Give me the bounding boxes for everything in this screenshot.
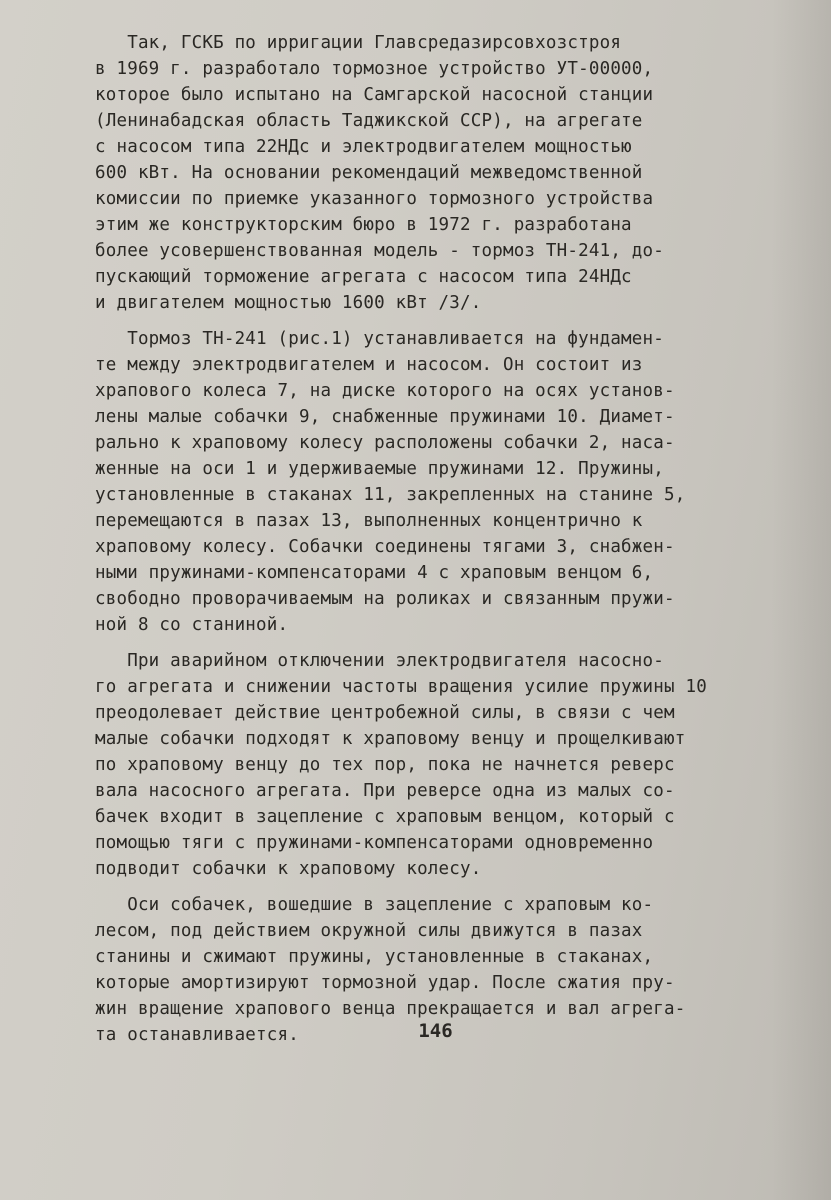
text-line: с насосом типа 22НДс и электродвигателем мощностью	[95, 137, 632, 157]
text-line: храпового колеса 7, на диске которого на осях установ-	[95, 381, 675, 401]
text-line: установленные в стаканах 11, закрепленных на станине 5,	[95, 485, 686, 505]
text-line: станины и сжимают пружины, установленные в стаканах,	[95, 947, 654, 967]
text-line: комиссии по приемке указанного тормозного устройства	[95, 189, 654, 209]
text-line: подводит собачки к храповому колесу.	[95, 859, 482, 879]
paragraph-gap	[95, 638, 805, 648]
text-line: те между электродвигателем и насосом. Он состоит из	[95, 355, 643, 375]
page-number: 146	[418, 1020, 453, 1042]
text-line: вала насосного агрегата. При реверсе одна из малых со-	[95, 781, 675, 801]
body-text	[95, 30, 805, 1048]
text-line: ными пружинами-компенсаторами 4 с храповым венцом 6,	[95, 563, 654, 583]
text-line: которое было испытано на Самгарской насосной станции	[95, 85, 654, 105]
text-line: более усовершенствованная модель - тормоз ТН-241, до-	[95, 241, 665, 261]
text-line: которые амортизируют тормозной удар. После сжатия пру-	[95, 973, 675, 993]
text-line: го агрегата и снижении частоты вращения усилие пружины 10	[95, 677, 707, 697]
text-line: Тормоз ТН-241 (рис.1) устанавливается на фундамен-	[95, 329, 665, 349]
paragraph-gap	[95, 882, 805, 892]
text-line: рально к храповому колесу расположены собачки 2, наса-	[95, 433, 675, 453]
text-line: этим же конструкторским бюро в 1972 г. разработана	[95, 215, 632, 235]
text-line: (Ленинабадская область Таджикской ССР), на агрегате	[95, 111, 643, 131]
text-line: бачек входит в зацепление с храповым венцом, который с	[95, 807, 675, 827]
paragraph	[95, 648, 805, 882]
text-line: малые собачки подходят к храповому венцу и прощелкивают	[95, 729, 686, 749]
text-line: та останавливается.	[95, 1025, 299, 1045]
text-line: 600 кВт. На основании рекомендаций межведомственной	[95, 163, 643, 183]
text-line: жин вращение храпового венца прекращается и вал агрега-	[95, 999, 686, 1019]
text-line: женные на оси 1 и удерживаемые пружинами 12. Пружины,	[95, 459, 665, 479]
paragraph	[95, 326, 805, 638]
text-line: по храповому венцу до тех пор, пока не начнется реверс	[95, 755, 675, 775]
text-line: При аварийном отключении электродвигателя насосно-	[95, 651, 665, 671]
text-line: помощью тяги с пружинами-компенсаторами одновременно	[95, 833, 654, 853]
text-line: перемещаются в пазах 13, выполненных концентрично к	[95, 511, 643, 531]
text-line: преодолевает действие центробежной силы, в связи с чем	[95, 703, 675, 723]
paragraph	[95, 30, 805, 316]
text-line: Оси собачек, вошедшие в зацепление с храповым ко-	[95, 895, 654, 915]
text-line: лены малые собачки 9, снабженные пружинами 10. Диамет-	[95, 407, 675, 427]
paragraph-gap	[95, 316, 805, 326]
text-line: свободно проворачиваемым на роликах и связанным пружи-	[95, 589, 675, 609]
text-line: храповому колесу. Собачки соединены тягами 3, снабжен-	[95, 537, 675, 557]
text-line: лесом, под действием окружной силы движутся в пазах	[95, 921, 643, 941]
text-line: Так, ГСКБ по ирригации Главсредазирсовхозстроя	[95, 33, 622, 53]
text-line: в 1969 г. разработало тормозное устройство УТ-00000,	[95, 59, 654, 79]
text-line: пускающий торможение агрегата с насосом типа 24НДс	[95, 267, 632, 287]
text-line: ной 8 со станиной.	[95, 615, 289, 635]
text-line: и двигателем мощностью 1600 кВт /3/.	[95, 293, 482, 313]
